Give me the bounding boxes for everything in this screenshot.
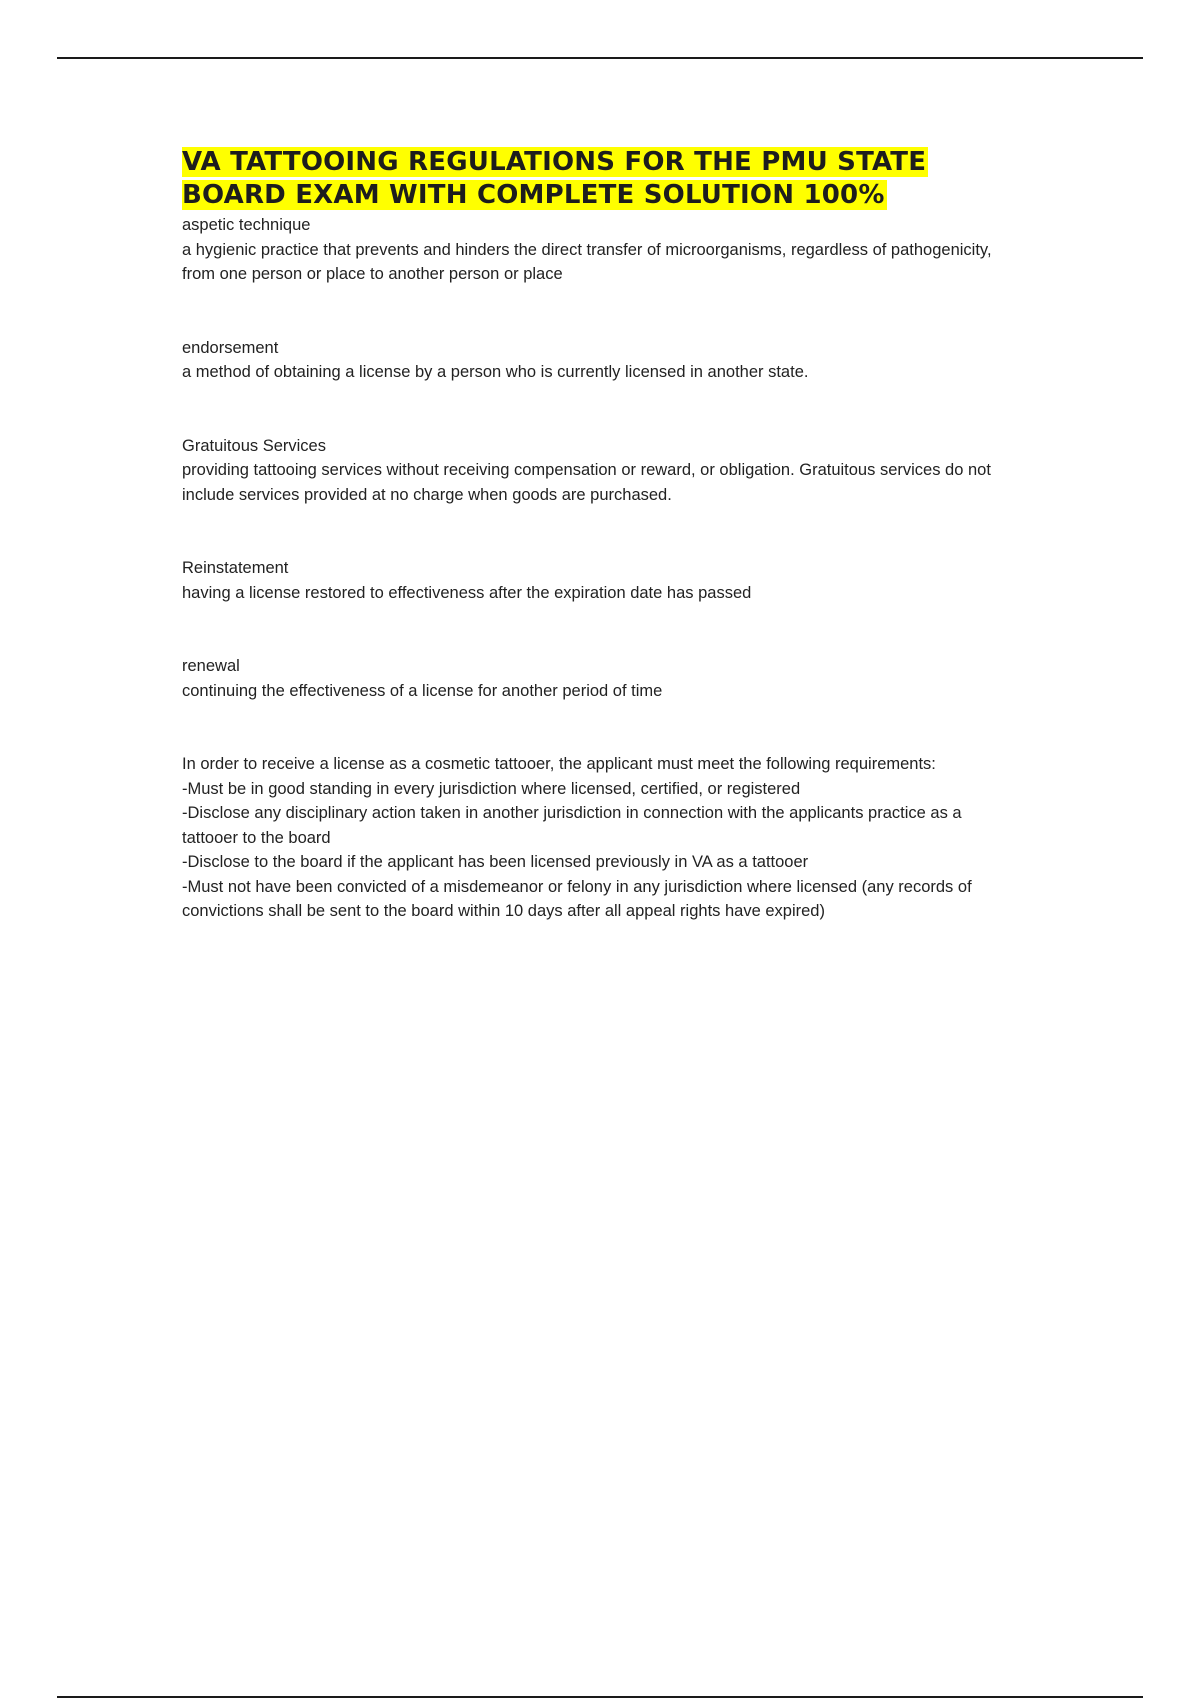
requirement-item: -Must not have been convicted of a misdemeanor or felony in any jurisdiction where licensed (any records of convictions shall be sent to the board within 10 days after all appeal rights have expired) [182,877,972,920]
entry-term: Gratuitous Services [182,436,326,455]
definition-entry [182,556,1012,605]
document-title-line-2: BOARD EXAM WITH COMPLETE SOLUTION 100% [182,180,885,210]
entry-definition: providing tattooing services without receiving compensation or reward, or obligation. Gratuitous services do not include services provided at no charge when goods are purchased. [182,461,991,504]
definition-entry [182,434,1012,508]
requirement-item: -Disclose any disciplinary action taken in another jurisdiction in connection with the applicants practice as a tattooer to the board [182,804,962,847]
entry-definition: having a license restored to effectiveness after the expiration date has passed [182,583,752,602]
page-bottom-rule [57,1696,1143,1698]
entry-term: Reinstatement [182,559,289,577]
entry-term: aspetic technique [182,216,311,234]
requirement-item: -Disclose to the board if the applicant has been licensed previously in VA as a tattooer [182,853,809,871]
requirement-item: -Must be in good standing in every jurisdiction where licensed, certified, or registered [182,779,801,798]
page-top-rule [57,57,1143,59]
entry-definition: continuing the effectiveness of a license for another period of time [182,681,663,700]
definition-entry [182,213,1012,287]
definition-entry [182,336,1012,385]
entry-definition: a hygienic practice that prevents and hinders the direct transfer of microorganisms, regardless of pathogenicity, from one person or place to another person or place [182,240,992,283]
entry-term: endorsement [182,338,279,357]
document-body [182,146,1012,924]
requirements-entry [182,752,1012,924]
entry-term: renewal [182,657,240,675]
document-title-line-1: VA TATTOOING REGULATIONS FOR THE PMU STATE [182,147,927,177]
definition-entry [182,654,1012,703]
document-title [182,146,1012,212]
requirements-intro: In order to receive a license as a cosmetic tattooer, the applicant must meet the following requirements: [182,755,936,773]
entry-definition: a method of obtaining a license by a person who is currently licensed in another state. [182,363,809,381]
